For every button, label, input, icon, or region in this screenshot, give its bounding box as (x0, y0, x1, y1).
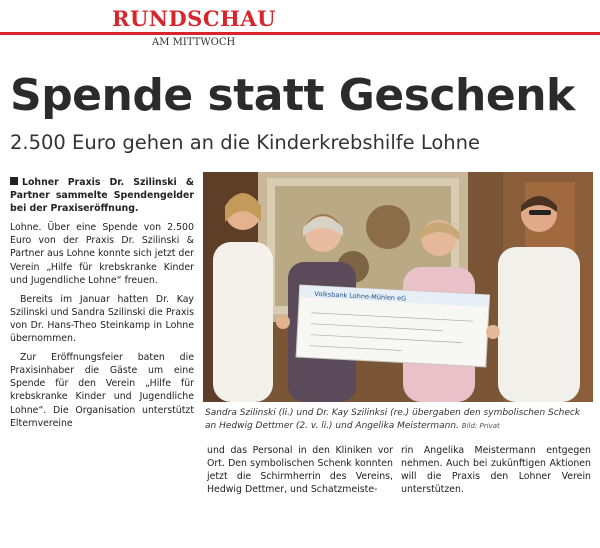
cheque-bank-name: Volksbank Lohne-Mühlen eG (314, 289, 407, 303)
masthead-rule (0, 32, 600, 35)
caption-text: Sandra Szilinski (li.) und Dr. Kay Szilinksi (re.) übergaben den symbolischen Scheck an Hedwig Dettmer (2. v. li.) und Angelika Meistermann. (205, 408, 581, 431)
article-paragraph-4: und das Personal in den Kliniken vor Ort. Den symbolischen Schenk konnten jetzt die Schirmherrin des Vereins, Hedwig Dettmer, und Schatzmeiste- (207, 445, 393, 496)
article-paragraph-2: Bereits im Januar hatten Dr. Kay Szilinski und Sandra Szilinski die Praxis von Dr. Hans-Theo Steinkamp in Lohne übernommen. (10, 293, 194, 345)
article-paragraph-3: Zur Eröffnungsfeier baten die Praxisinhaber die Gäste um eine Spende für den Verein „Hilfe für krebskranke Kinder und Jugendliche Lohne“. Die Organisation unterstützt Elternvereine (10, 352, 194, 429)
article-column-3 (401, 444, 591, 502)
newspaper-name: RUNDSCHAU (112, 6, 276, 31)
article-column-2 (207, 444, 393, 502)
article-subhead: 2.500 Euro gehen an die Kinderkrebshilfe Lohne (10, 131, 480, 154)
photo-caption (205, 407, 593, 432)
article-lead: Lohner Praxis Dr. Szilinski & Partner sammelte Spendengelder bei der Praxiseröffnung. (10, 177, 194, 215)
newspaper-subtitle: AM MITTWOCH (152, 37, 236, 48)
article-paragraph-1: Lohne. Über eine Spende von 2.500 Euro von der Praxis Dr. Szilinski & Partner aus Lohne konnte sich jetzt der Verein „Hilfe für krebskranke Kinder und Jugendliche Lohne“ freuen. (10, 222, 194, 286)
article-headline: Spende statt Geschenk (10, 70, 575, 121)
article-photo (203, 172, 593, 402)
article-column-1 (10, 176, 194, 436)
masthead (0, 0, 600, 52)
article-paragraph-5: rin Angelika Meistermann entgegen nehmen. Auch bei zukünftigen Aktionen will die Praxis den Lohner Verein unterstützen. (401, 445, 591, 496)
photo-credit: Bild: Privat (461, 421, 500, 430)
